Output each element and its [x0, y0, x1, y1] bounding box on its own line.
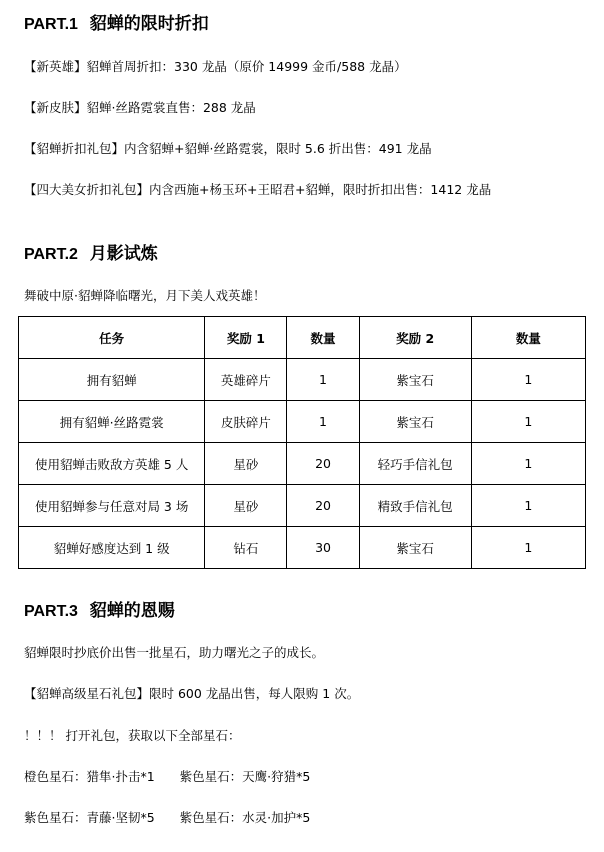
table-cell: 1 — [471, 401, 585, 443]
table-cell: 钻石 — [205, 527, 287, 569]
table-cell: 1 — [287, 401, 359, 443]
part1-line: 【新皮肤】貂蝉·丝路霓裳直售：288 龙晶 — [24, 100, 256, 115]
table-header-cell: 任务 — [19, 317, 205, 359]
table-header-row — [19, 317, 586, 359]
part1-label: PART.1 — [24, 16, 78, 33]
table-row — [19, 443, 586, 485]
table-cell: 1 — [471, 359, 585, 401]
part3-title: 貂蝉的恩赐 — [89, 601, 175, 621]
table-cell: 30 — [287, 527, 359, 569]
table-cell: 轻巧手信礼包 — [359, 443, 471, 485]
table-cell: 1 — [471, 485, 585, 527]
table-cell: 星砂 — [205, 443, 287, 485]
part1-heading — [24, 13, 209, 36]
table-header-cell: 奖励 1 — [205, 317, 287, 359]
table-cell: 20 — [287, 485, 359, 527]
table-header-cell: 奖励 2 — [359, 317, 471, 359]
part2-label: PART.2 — [24, 246, 78, 263]
part3-heading — [24, 600, 175, 623]
part1-title: 貂蝉的限时折扣 — [89, 14, 209, 34]
part2-intro: 舞破中原·貂蝉降临曙光，月下美人戏英雄！ — [24, 288, 266, 303]
table-cell: 1 — [287, 359, 359, 401]
table-cell: 拥有貂蝉·丝路霓裳 — [19, 401, 205, 443]
part3-line: 紫色星石：青藤·坚韧*5 紫色星石：水灵·加护*5 — [24, 810, 311, 825]
table-cell: 紫宝石 — [359, 527, 471, 569]
table-cell: 1 — [471, 443, 585, 485]
table-cell: 20 — [287, 443, 359, 485]
table-cell: 紫宝石 — [359, 359, 471, 401]
part3-line: 橙色星石：猎隼·扑击*1 紫色星石：天鹰·狩猎*5 — [24, 769, 311, 784]
table-cell: 精致手信礼包 — [359, 485, 471, 527]
table-row — [19, 527, 586, 569]
table-cell: 皮肤碎片 — [205, 401, 287, 443]
table-cell: 貂蝉好感度达到 1 级 — [19, 527, 205, 569]
table-cell: 使用貂蝉参与任意对局 3 场 — [19, 485, 205, 527]
part3-label: PART.3 — [24, 603, 78, 620]
table-cell: 星砂 — [205, 485, 287, 527]
part3-line: 貂蝉限时抄底价出售一批星石，助力曙光之子的成长。 — [24, 645, 325, 660]
part2-heading — [24, 243, 158, 266]
part3-line: 【貂蝉高级星石礼包】限时 600 龙晶出售，每人限购 1 次。 — [24, 686, 360, 701]
task-table — [18, 316, 586, 569]
part1-line: 【新英雄】貂蝉首周折扣：330 龙晶（原价 14999 金币/588 龙晶） — [24, 59, 407, 74]
part3-line: ！！！ 打开礼包，获取以下全部星石： — [24, 728, 241, 743]
table-row — [19, 401, 586, 443]
table-cell: 紫宝石 — [359, 401, 471, 443]
table-cell: 拥有貂蝉 — [19, 359, 205, 401]
table-header-cell: 数量 — [471, 317, 585, 359]
table-cell: 英雄碎片 — [205, 359, 287, 401]
table-row — [19, 359, 586, 401]
table-cell: 1 — [471, 527, 585, 569]
table-header-cell: 数量 — [287, 317, 359, 359]
part1-line: 【四大美女折扣礼包】内含西施+杨玉环+王昭君+貂蝉，限时折扣出售：1412 龙晶 — [24, 182, 492, 197]
table-cell: 使用貂蝉击败敌方英雄 5 人 — [19, 443, 205, 485]
table-row — [19, 485, 586, 527]
part1-line: 【貂蝉折扣礼包】内含貂蝉+貂蝉·丝路霓裳，限时 5.6 折出售：491 龙晶 — [24, 141, 432, 156]
part2-title: 月影试炼 — [89, 244, 158, 264]
